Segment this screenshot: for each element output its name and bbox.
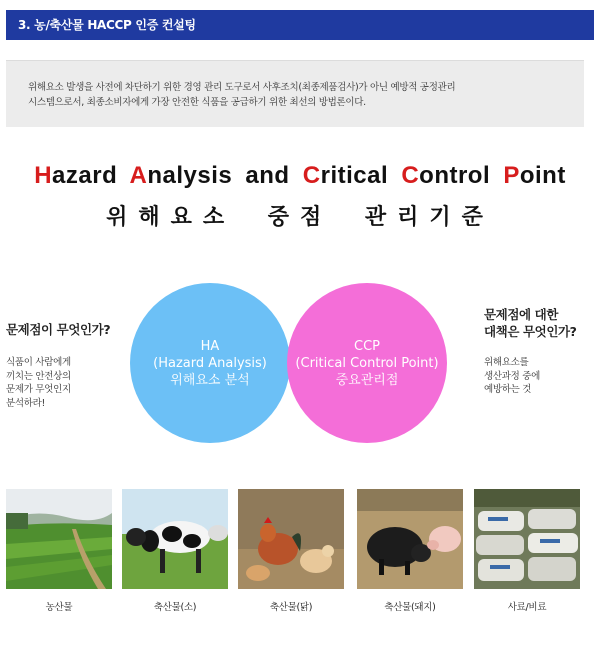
intro-line-2: 시스템으로서, 최종소비자에게 가장 안전한 식품을 공급하기 위한 최선의 방법론이다. [28,97,366,108]
left-question-desc [6,356,71,410]
ccp-circle [287,283,447,443]
haccp-english-title [0,162,600,190]
right-desc-line: 예방하는 것 [484,384,532,395]
product-label-chicken: 축산물(닭) [269,602,313,613]
ha-circle [130,283,290,443]
ccp-korean: 중요관리점 [335,372,399,388]
ha-full: (Hazard Analysis) [153,355,267,371]
feed-bags-photo [474,489,580,589]
right-title-line: 문제점에 대한 [484,307,559,322]
title-word-critical: ritical [320,162,389,189]
title-initial-h: H [34,162,53,189]
pig-photo [357,489,463,589]
section-header: 3. 농/축산물 HACCP 인증 컨설팅 [6,10,594,40]
feed-bags-image [474,489,580,589]
right-desc-line: 생산과정 중에 [484,370,540,382]
title-word-control: ontrol [419,162,491,189]
left-question-title: 문제점이 무엇인가? [6,322,111,337]
title-initial-a: A [129,162,148,189]
chicken-image [238,489,344,589]
title-initial-c2: C [401,162,420,189]
product-label-pig: 축산물(돼지) [384,602,436,613]
title-word-analysis: nalysis [147,162,233,189]
haccp-korean-title: 위해요소 중점 관리기준 [106,205,494,230]
ccp-abbr: CCP [354,338,380,354]
ccp-full: (Critical Control Point) [295,355,439,371]
title-word-point: oint [519,162,566,189]
left-desc-line: 분석하라! [6,397,46,409]
farmland-photo [6,489,112,589]
pig-image [357,489,463,589]
chicken-photo [238,489,344,589]
ha-abbr: HA [200,338,220,354]
cattle-photo [122,489,228,589]
right-title-line: 대책은 무엇인가? [484,324,577,339]
title-word-and: and [245,162,290,189]
right-question-title [484,306,577,340]
cattle-image [122,489,228,589]
right-question-desc [484,356,540,397]
product-label-cattle: 축산물(소) [153,602,197,613]
title-initial-c1: C [302,162,321,189]
title-initial-p: P [503,162,520,189]
product-label-farm: 농산물 [45,602,73,613]
farmland-image [6,489,112,589]
right-desc-line: 위해요소를 [484,357,529,368]
intro-box [6,60,584,127]
ha-korean: 위해요소 분석 [170,372,250,388]
left-desc-line: 문제가 무엇인지 [6,384,71,395]
intro-line-1: 위해요소 발생을 사전에 차단하기 위한 경영 관리 도구로서 사후조치(최종제품검사)가 아닌 예방적 공정관리 [28,82,456,93]
left-desc-line: 식품이 사람에게 [6,357,71,368]
title-word-hazard: azard [52,162,118,189]
product-label-feed: 사료/비료 [507,602,547,613]
left-desc-line: 끼치는 안전상의 [6,370,71,382]
